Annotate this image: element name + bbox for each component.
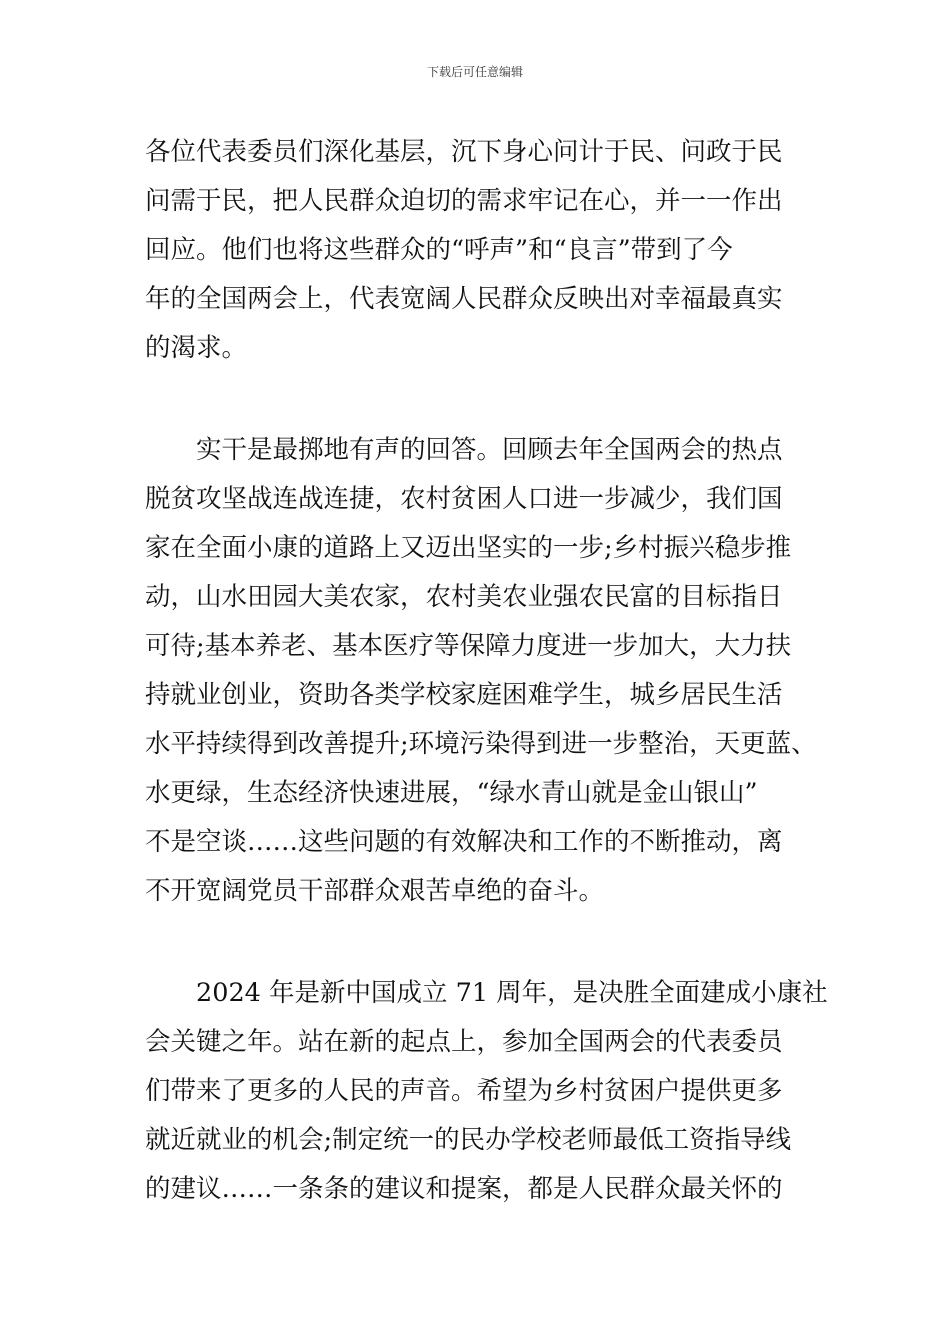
paragraph-2 <box>145 426 817 916</box>
text-line: 脱贫攻坚战连战连捷，农村贫困人口进一步减少，我们国 <box>145 484 783 514</box>
text-line: 的渴求。 <box>145 333 248 363</box>
text-line: 实干是最掷地有声的回答。回顾去年全国两会的热点 <box>196 435 783 465</box>
text-line: 持就业创业，资助各类学校家庭困难学生，城乡居民生活 <box>145 680 783 710</box>
paragraph-spacer <box>145 916 810 969</box>
text-line: 就近就业的机会;制定统一的民办学校老师最低工资指导线 <box>145 1125 792 1155</box>
text-line: 不开宽阔党员干部群众艰苦卓绝的奋斗。 <box>145 876 605 906</box>
text-line: 不是空谈……这些问题的有效解决和工作的不断推动，离 <box>145 827 783 857</box>
text-line: 各位代表委员们深化基层，沉下身心问计于民、问政于民 <box>145 137 783 167</box>
text-line: 会关键之年。站在新的起点上，参加全国两会的代表委员 <box>145 1027 783 1057</box>
paragraph-spacer <box>145 373 810 426</box>
paragraph-3 <box>145 969 828 1214</box>
text-line: 动，山水田园大美农家，农村美农业强农民富的目标指日 <box>145 582 783 612</box>
text-line: 回应。他们也将这些群众的“呼声”和“良言”带到了今 <box>145 235 733 265</box>
document-body <box>145 128 828 1214</box>
text-line: 问需于民，把人民群众迫切的需求牢记在心，并一一作出 <box>145 186 783 216</box>
text-line: 年的全国两会上，代表宽阔人民群众反映出对幸福最真实 <box>145 284 783 314</box>
text-line: 家在全面小康的道路上又迈出坚实的一步;乡村振兴稳步推 <box>145 533 792 563</box>
text-line: 可待;基本养老、基本医疗等保障力度进一步加大，大力扶 <box>145 631 792 661</box>
page-header: 下载后可任意编辑 <box>426 65 523 79</box>
paragraph-1 <box>145 128 810 373</box>
text-line: 2024 年是新中国成立 71 周年，是决胜全面建成小康社 <box>196 978 828 1008</box>
text-line: 水平持续得到改善提升;环境污染得到进一步整治，天更蓝、 <box>145 729 817 759</box>
text-line: 的建议……一条条的建议和提案，都是人民群众最关怀的 <box>145 1174 783 1204</box>
text-line: 们带来了更多的人民的声音。希望为乡村贫困户提供更多 <box>145 1076 783 1106</box>
text-line: 水更绿，生态经济快速进展，“绿水青山就是金山银山” <box>145 778 758 808</box>
